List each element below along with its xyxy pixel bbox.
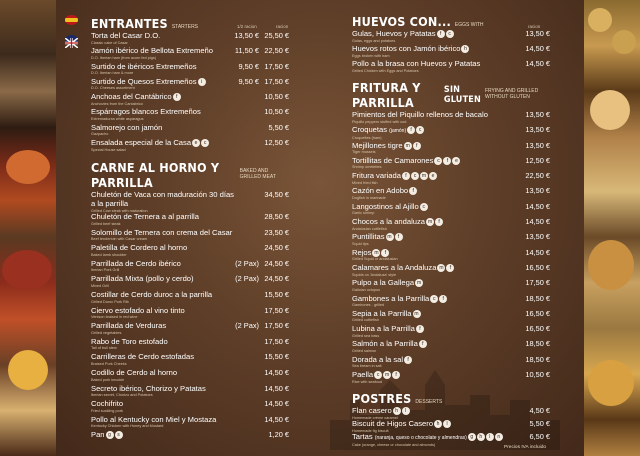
item-description: Andalusian cuttlefish — [352, 226, 387, 231]
item-description: Anchovies from the Cantabrico — [91, 101, 143, 106]
menu-item — [91, 108, 289, 123]
menu-item — [352, 325, 550, 340]
menu-item — [352, 295, 550, 310]
item-description: Grilled cuttlefish — [352, 318, 380, 323]
fish-allergen-icon: f — [443, 157, 451, 165]
crustacean-allergen-icon: c — [411, 172, 419, 180]
item-price: 10,50 € — [264, 92, 289, 102]
food-photo — [590, 90, 630, 130]
item-price: 18,50 € — [525, 293, 550, 303]
item-description: Croquettes (ham) — [352, 135, 382, 140]
menu-item — [91, 63, 289, 78]
item-price: 12,50 € — [525, 155, 550, 165]
spanish-flag-icon[interactable] — [65, 15, 78, 25]
menu-item — [91, 260, 289, 276]
item-name: Espárragos blancos Extremeños — [91, 107, 201, 117]
food-photo-strip-right — [584, 0, 640, 456]
menu-item — [352, 233, 550, 248]
item-description: Baked pork knuckle — [91, 377, 125, 382]
menu-item — [352, 187, 550, 202]
food-photo — [588, 240, 634, 290]
menu-item — [352, 279, 550, 294]
food-photo — [588, 8, 612, 32]
item-price: 13,50 € — [525, 110, 550, 119]
item-price: 18,50 € — [525, 354, 550, 364]
menu-item — [91, 291, 289, 307]
item-price: 28,50 € — [264, 211, 289, 221]
item-name: Biscuit de Higos Casero h l — [352, 420, 550, 429]
english-flag-icon[interactable] — [65, 35, 78, 45]
item-description: Venison braised in red wine — [91, 315, 138, 320]
crustacean-allergen-icon: c — [420, 203, 428, 211]
section-postres — [352, 391, 550, 406]
section-title: POSTRES — [352, 391, 412, 407]
item-price: 13,50 € — [525, 140, 550, 150]
fish-allergen-icon: f — [439, 295, 447, 303]
mollusc-allergen-icon: m — [405, 142, 410, 149]
item-tag: (naranja, queso o chocolate y almendras) — [374, 435, 467, 442]
item-name: Parrillada Mixta (pollo y cerdo) — [91, 274, 194, 284]
item-price: 34,50 € — [264, 190, 289, 200]
section-carne — [91, 160, 289, 190]
item-name: Tortillitas de Camarones c f e — [352, 157, 550, 166]
item-description: Braised Pork Cheeks — [91, 361, 127, 366]
item-name: Salmón a la Parrilla f — [352, 340, 550, 349]
menu-item — [91, 307, 289, 323]
item-name: Solomillo de Ternera con crema del Casar — [91, 227, 233, 237]
fish-allergen-icon: f — [409, 187, 417, 195]
food-photo — [2, 250, 52, 290]
item-price: 4,50 € — [529, 406, 550, 416]
menu-item — [352, 142, 550, 157]
menu-item — [352, 218, 550, 233]
item-description: Special House salad — [91, 147, 126, 152]
item-name: Cochifrito — [91, 399, 124, 409]
item-description: Grilled Duroc Pork Rib — [91, 299, 129, 304]
item-price: 17,50 € — [264, 61, 289, 71]
section-title: CARNE AL HORNO Y PARRILLA — [91, 160, 220, 191]
item-price: 17,50 € — [264, 321, 289, 331]
item-name: Pollo al Kentucky con Miel y Mostaza — [91, 414, 217, 424]
fish-allergen-icon: f — [381, 249, 389, 257]
crustacean-allergen-icon: c — [434, 157, 442, 165]
menu-item — [352, 420, 550, 433]
column-header-half: 1/2 racion — [237, 24, 257, 29]
item-price: 24,50 € — [264, 243, 289, 253]
entrantes-list — [91, 32, 289, 154]
right-column — [352, 14, 550, 447]
info-icon: i — [198, 78, 206, 86]
item-name: Ciervo estofado al vino tinto — [91, 305, 185, 315]
menu-item — [91, 400, 289, 416]
item-description: Iberian Pork Grill — [91, 268, 120, 273]
item-name: Salmorejo con jamón — [91, 122, 163, 132]
item-price: 14,50 € — [264, 399, 289, 409]
item-price-half: (2 Pax) — [235, 258, 259, 268]
crustacean-allergen-icon: c — [430, 295, 438, 303]
item-price: 22,50 € — [264, 46, 289, 56]
left-column — [91, 10, 289, 447]
item-price: 13,50 € — [525, 186, 550, 196]
menu-item — [91, 416, 289, 432]
section-entrantes — [91, 16, 289, 31]
item-description: Grilled Cow steak with maturation — [91, 208, 148, 213]
item-name: Carrilleras de Cerdo estofadas — [91, 352, 194, 362]
item-description: Garlic shrimp — [352, 211, 375, 216]
menu-item — [91, 275, 289, 291]
food-photo — [6, 150, 50, 184]
item-description: Tiger mussels — [352, 150, 376, 155]
item-description: Gulas, eggs and potatoes — [352, 38, 396, 43]
item-description: Mixed fried fish — [352, 180, 378, 185]
item-price: 17,50 € — [264, 336, 289, 346]
item-price: 14,50 € — [264, 367, 289, 377]
item-price: 18,50 € — [525, 339, 550, 349]
item-name: Flan casero h l — [352, 407, 550, 416]
menu-item — [91, 124, 289, 139]
egg-allergen-icon: h — [461, 45, 469, 53]
item-price: 17,50 € — [264, 76, 289, 86]
item-description: Homemade crème caramel — [352, 415, 398, 420]
item-name: Cazón en Adobo f — [352, 187, 550, 196]
item-price: 13,50 € — [525, 29, 550, 38]
fish-allergen-icon: f — [437, 30, 445, 38]
fish-allergen-icon: f — [395, 233, 403, 241]
item-price: 13,50 € — [525, 232, 550, 242]
item-price: 16,50 € — [525, 324, 550, 334]
item-description: Homemade fig biscuit — [352, 428, 389, 433]
menu-item — [352, 356, 550, 371]
mollusc-allergen-icon: m — [414, 310, 419, 317]
item-name: Surtido de ibéricos Extremeños — [91, 61, 197, 71]
mollusc-allergen-icon: m — [416, 280, 422, 287]
gluten-allergen-icon: g — [106, 431, 114, 439]
item-description: Squid tips — [352, 241, 369, 246]
item-price: 15,50 € — [264, 352, 289, 362]
item-name: Fritura variada f c m e — [352, 172, 550, 181]
food-photo-strip-left — [0, 0, 56, 456]
menu-item — [352, 157, 550, 172]
egg-allergen-icon: e — [192, 139, 200, 147]
item-price: 13,50 € — [525, 125, 550, 135]
menu-item — [91, 353, 289, 369]
mollusc-allergen-icon: m — [387, 234, 392, 241]
menu-item — [352, 203, 550, 218]
menu-item — [352, 30, 550, 45]
item-name: Langostinos al Ajillo c — [352, 203, 550, 212]
item-description: D.O. Cheeses assortment — [91, 86, 135, 91]
item-price: 16,50 € — [525, 308, 550, 318]
item-description: Grilled sea bass — [352, 333, 380, 338]
item-name: Surtido de Quesos Extremeños i — [91, 78, 289, 87]
item-description: Tail of bull stew — [91, 346, 117, 351]
item-description: Galician octopus — [352, 287, 381, 292]
column-header-full: racion — [276, 24, 289, 29]
item-price: 10,50 € — [264, 107, 289, 117]
fish-allergen-icon: f — [392, 371, 400, 379]
item-description: Squids on 'Andaluza' style — [352, 272, 397, 277]
mollusc-allergen-icon: m — [421, 173, 427, 180]
menu-item — [352, 310, 550, 325]
item-name-line2: a la parrilla — [91, 198, 129, 208]
item-name: Pimientos del Piquillo rellenos de bacalo — [352, 110, 488, 119]
menu-item — [91, 139, 289, 154]
item-description: Shrimp omelettes — [352, 165, 382, 170]
section-title-sin-gluten: SIN GLUTEN — [443, 85, 481, 105]
menu-item — [352, 111, 550, 126]
menu-item — [91, 191, 289, 213]
item-price: 22,50 € — [525, 171, 550, 181]
item-description: Classic cake of Casar — [91, 40, 128, 45]
item-price: 14,50 € — [525, 59, 550, 68]
item-price-half: (2 Pax) — [235, 321, 259, 331]
column-header-full: racion — [528, 24, 541, 29]
item-description: Kentucky Chicken with Honey and Mustard — [91, 424, 164, 429]
item-description: Mixed Grill — [91, 283, 109, 288]
item-price: 24,50 € — [264, 274, 289, 284]
menu-item — [352, 45, 550, 60]
crustacean-allergen-icon: c — [374, 371, 382, 379]
mollusc-allergen-icon: m — [385, 372, 390, 379]
item-name: Ensalada especial de la Casa e c — [91, 139, 289, 148]
nuts-allergen-icon: n — [495, 433, 503, 441]
item-price: 14,50 € — [525, 217, 550, 227]
menu-item — [91, 385, 289, 401]
item-name: Costillar de Cerdo duroc a la parrilla — [91, 289, 213, 299]
fish-allergen-icon: f — [435, 218, 443, 226]
item-price: 14,50 € — [525, 201, 550, 211]
fish-allergen-icon: f — [402, 172, 410, 180]
item-price: 6,50 € — [529, 432, 550, 442]
fish-allergen-icon: f — [419, 340, 427, 348]
menu-item — [352, 264, 550, 279]
item-price: 25,50 € — [264, 31, 289, 40]
egg-allergen-icon: e — [452, 157, 460, 165]
item-description: Grilled salmon — [352, 349, 377, 354]
menu-item — [352, 60, 550, 75]
item-price: 10,50 € — [525, 370, 550, 380]
milk-allergen-icon: l — [402, 407, 410, 415]
item-price-half: 9,50 € — [238, 61, 259, 71]
item-name: Codillo de Cerdo al horno — [91, 367, 178, 377]
section-subtitle: STARTERS — [171, 24, 199, 30]
item-price: 16,50 € — [525, 262, 550, 272]
menu-item — [91, 213, 289, 229]
item-description: D.O. Iberian ham & more — [91, 71, 134, 76]
item-price: 14,50 € — [525, 247, 550, 257]
section-subtitle: EGGS WITH — [454, 22, 484, 28]
item-price-half: 9,50 € — [238, 76, 259, 86]
menu-item — [352, 126, 550, 141]
crustacean-allergen-icon: c — [201, 139, 209, 147]
item-description: Iberian secret, Chorizo and Potatoes — [91, 393, 153, 398]
item-description: Grilled vegetables — [91, 330, 122, 335]
item-price-half: 11,50 € — [234, 46, 259, 56]
item-description: Extremaduran white asparagus — [91, 117, 144, 122]
section-fritura — [352, 80, 550, 110]
menu-item — [91, 229, 289, 245]
item-name: Pulpo a la Gallega m — [352, 278, 422, 288]
item-price: 5,50 € — [529, 419, 550, 429]
item-name: Jamón ibérico de Bellota Extremeño — [91, 46, 213, 56]
item-name: Paella c m f — [352, 371, 550, 380]
item-name: Croquetas (jamón) f c — [352, 126, 550, 136]
item-price-half: (2 Pax) — [235, 274, 259, 284]
item-description: Gambones - grilled — [352, 303, 385, 308]
item-name: Rabo de Toro estofado — [91, 336, 168, 346]
item-name: Chuletón de Ternera a al parrilla — [91, 211, 199, 221]
item-price: 5,50 € — [268, 122, 289, 132]
item-description: Dogfish in marinade — [352, 196, 386, 201]
section-subtitle: BAKED AND GRILLED MEAT — [239, 168, 276, 181]
menu-item — [352, 249, 550, 264]
menu-item — [91, 244, 289, 260]
item-name: Calamares a la Andaluza m f — [352, 264, 550, 273]
item-name: Sepia a la Parrilla m — [352, 308, 419, 318]
item-name: Paletilla de Cordero al horno — [91, 243, 188, 253]
item-name: Mejillones tigre m f — [352, 142, 550, 151]
item-description: Fried suckling pork — [91, 408, 123, 413]
egg-allergen-icon: h — [477, 433, 485, 441]
item-name: Gulas, Huevos y Patatas f c — [352, 30, 550, 39]
item-name: Dorada a la sal f — [352, 356, 550, 365]
crustacean-allergen-icon: c — [446, 30, 454, 38]
section-title: FRITURA Y PARRILLA — [352, 80, 421, 110]
food-photo — [8, 350, 48, 390]
section-title: ENTRANTES — [91, 16, 168, 31]
item-price: 23,50 € — [264, 227, 289, 237]
food-photo — [612, 30, 636, 54]
item-description: Grilled Squid or andalusian — [352, 257, 398, 262]
menu-item — [91, 78, 289, 93]
item-name: Huevos rotos con Jamón ibérico h — [352, 45, 550, 54]
item-description: Grilled beef steak — [91, 221, 121, 226]
fish-allergen-icon: f — [416, 325, 424, 333]
item-description: Beef tenderloin with Casar cream — [91, 237, 148, 242]
menu-item — [91, 32, 289, 47]
item-description: Sea bream in salt — [352, 364, 382, 369]
section-subtitle: FRYING AND GRILLED WITHOUT GLUTEN — [484, 88, 539, 100]
item-description: Grilled Chicken with Eggs and Potatoes — [352, 68, 419, 73]
menu-item — [91, 47, 289, 62]
menu-item — [91, 431, 289, 447]
item-price: 12,50 € — [264, 138, 289, 148]
mollusc-allergen-icon: m — [439, 264, 444, 271]
fish-allergen-icon: f — [446, 264, 454, 272]
menu-item — [352, 371, 550, 386]
item-description: Gazpacho — [91, 132, 109, 137]
fish-allergen-icon: f — [413, 142, 421, 150]
item-name: Parrillada de Verduras — [91, 321, 167, 331]
item-description: Piquillo peppers stuffed with cod — [352, 119, 407, 124]
egg-allergen-icon: h — [393, 407, 401, 415]
section-huevos — [352, 14, 550, 29]
item-price: 15,50 € — [264, 289, 289, 299]
item-name: Chocos a la andaluza m f — [352, 218, 550, 227]
fish-allergen-icon: f — [404, 356, 412, 364]
sesame-allergen-icon: s — [115, 431, 123, 439]
item-name: Puntillitas m f — [352, 233, 550, 242]
fritura-list — [352, 111, 550, 386]
menu-item — [352, 340, 550, 355]
item-name: Gambones a la Parrilla c f — [352, 295, 550, 304]
fish-allergen-icon: f — [407, 126, 415, 134]
item-name: Lubina a la Parrilla f — [352, 325, 550, 334]
item-description: Cake (orange, cheese or chocolate and almonds) — [352, 442, 436, 447]
gluten-allergen-icon: g — [468, 433, 476, 441]
mollusc-allergen-icon: m — [374, 249, 379, 256]
huevos-list — [352, 30, 550, 75]
milk-allergen-icon: l — [486, 433, 494, 441]
item-name: Pollo a la brasa con Huevos y Patatas — [352, 59, 481, 68]
item-price: 14,50 € — [264, 383, 289, 393]
section-subtitle: DESSERTS — [415, 399, 443, 406]
footer-note: Precios IVA incluido — [504, 445, 547, 450]
item-price-half: 13,50 € — [234, 31, 259, 40]
carne-list — [91, 191, 289, 447]
item-name: Anchoas del Cantábrico f — [91, 93, 289, 102]
section-title: HUEVOS CON... — [352, 14, 451, 29]
item-price: 17,50 € — [525, 278, 550, 288]
menu-item — [91, 369, 289, 385]
item-name: Chuletón de Vaca con maduración 30 días — [91, 190, 234, 200]
item-name: Torta del Casar D.O. — [91, 31, 161, 40]
egg-allergen-icon: h — [434, 420, 442, 428]
item-description: Eggs broken with ham — [352, 53, 390, 58]
item-name: Parrillada de Cerdo ibérico — [91, 258, 181, 268]
crustacean-allergen-icon: c — [416, 126, 424, 134]
menu-item — [91, 338, 289, 354]
item-name: Pan g s — [91, 431, 289, 440]
menu-item — [91, 93, 289, 108]
item-tag: (jamón) — [389, 128, 407, 135]
item-name: Secreto ibérico, Chorizo y Patatas — [91, 383, 206, 393]
mollusc-allergen-icon: m — [427, 219, 433, 226]
item-description: Rice with seafood — [352, 379, 382, 384]
item-description: D.O. Iberian ham (from acorn fed pigs) — [91, 55, 156, 60]
menu-item — [91, 322, 289, 338]
food-photo — [588, 360, 634, 406]
item-price: 17,50 € — [264, 305, 289, 315]
item-price: 14,50 € — [264, 414, 289, 424]
item-price: 1,20 € — [268, 430, 289, 440]
postres-list — [352, 407, 550, 447]
item-name: Rejos m f — [352, 249, 550, 258]
item-name: Tartas (naranja, queso o chocolate y almendras) g h l n — [352, 433, 550, 443]
menu-item — [352, 172, 550, 187]
item-description: Baked lamb shoulder — [91, 252, 127, 257]
fish-allergen-icon: f — [173, 93, 181, 101]
item-price: 14,50 € — [525, 44, 550, 53]
egg-allergen-icon: e — [429, 172, 437, 180]
milk-allergen-icon: l — [443, 420, 451, 428]
item-price: 24,50 € — [264, 258, 289, 268]
